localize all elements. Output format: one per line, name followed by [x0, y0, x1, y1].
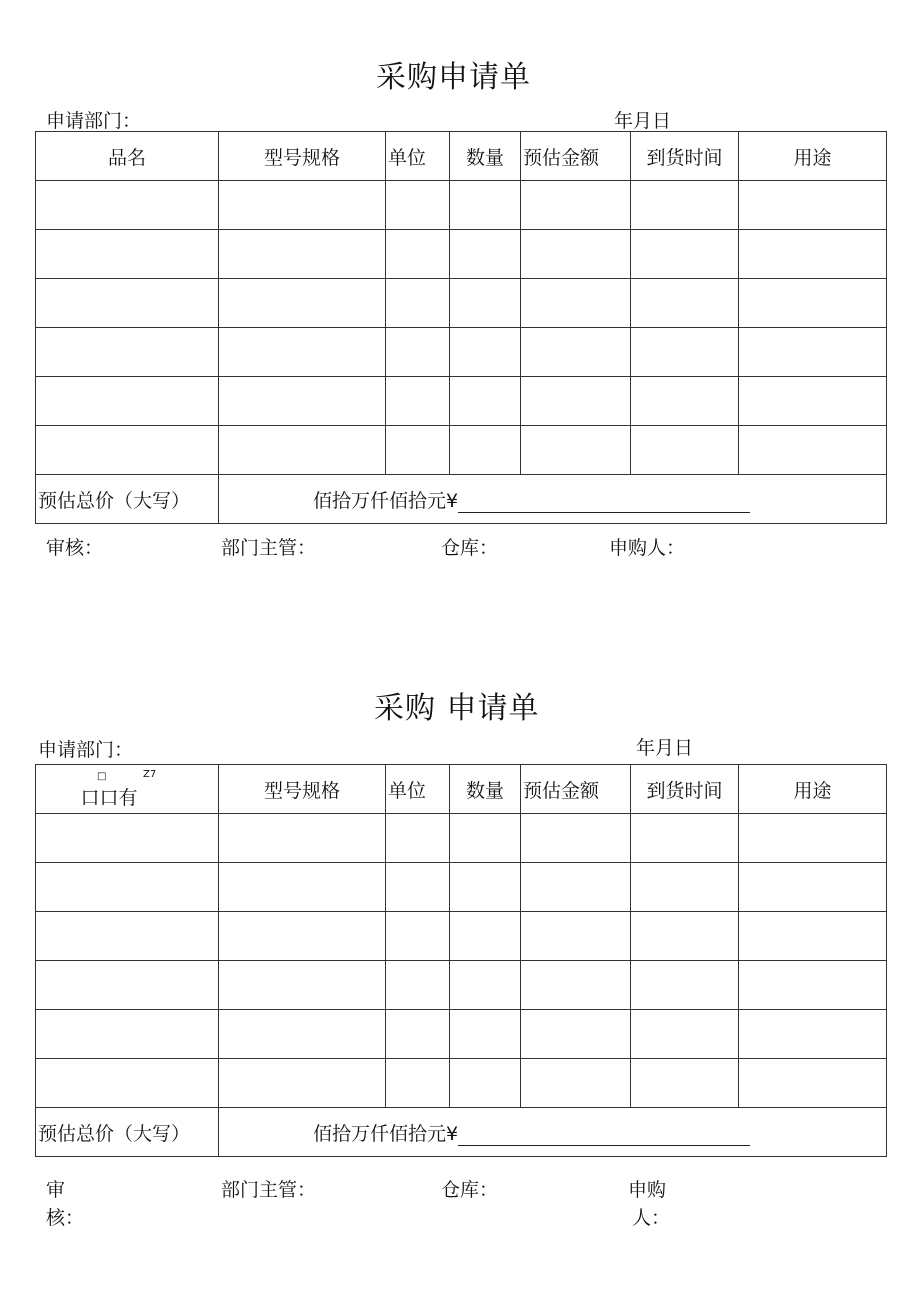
- table-cell[interactable]: [521, 181, 631, 230]
- table-cell[interactable]: [521, 328, 631, 377]
- table-cell[interactable]: [219, 1010, 386, 1059]
- table-row: [36, 912, 887, 961]
- table-cell[interactable]: [631, 961, 739, 1010]
- table-cell[interactable]: [36, 1010, 219, 1059]
- table-cell[interactable]: [219, 328, 386, 377]
- form1-header-cell: 数量: [450, 132, 521, 181]
- form1-total-row: [36, 475, 887, 524]
- form2-applicant-label-1: 申购: [628, 1179, 667, 1201]
- form1-applicant-label: 申购人：: [609, 537, 686, 559]
- table-cell[interactable]: [739, 279, 887, 328]
- form1-header-cell: 单位: [386, 132, 450, 181]
- form1-header-cell: 到货时间: [631, 132, 739, 181]
- table-cell[interactable]: [631, 814, 739, 863]
- table-cell[interactable]: [521, 912, 631, 961]
- form1-table: [35, 131, 887, 524]
- table-cell[interactable]: [219, 426, 386, 475]
- table-cell[interactable]: [521, 426, 631, 475]
- form1-total-underline: [458, 494, 750, 513]
- table-cell[interactable]: [739, 1059, 887, 1108]
- table-cell[interactable]: [631, 181, 739, 230]
- table-cell[interactable]: [450, 426, 521, 475]
- table-cell[interactable]: [631, 863, 739, 912]
- table-cell[interactable]: [739, 230, 887, 279]
- table-cell[interactable]: [521, 961, 631, 1010]
- table-cell[interactable]: [219, 814, 386, 863]
- table-cell[interactable]: [450, 1059, 521, 1108]
- form2-garble-main: 口口有: [80, 786, 138, 809]
- form1-review-label: 审核：: [46, 537, 104, 559]
- table-cell[interactable]: [739, 377, 887, 426]
- table-cell[interactable]: [631, 230, 739, 279]
- table-row: [36, 181, 887, 230]
- form2-dept-label: 申请部门：: [38, 739, 134, 761]
- form2-header-cell: 到货时间: [631, 765, 739, 814]
- form1-total-text: 佰拾万仟佰拾元¥: [313, 489, 459, 512]
- table-cell[interactable]: [521, 814, 631, 863]
- form2-garble-small-b: Z7: [143, 769, 157, 780]
- form1-title: 采购申请单: [376, 60, 531, 95]
- table-cell[interactable]: [219, 181, 386, 230]
- table-cell[interactable]: [36, 377, 219, 426]
- form2-review-label-2: 核：: [46, 1207, 85, 1229]
- form1-manager-label: 部门主管：: [221, 537, 317, 559]
- table-cell[interactable]: [739, 181, 887, 230]
- table-row: [36, 961, 887, 1010]
- table-cell[interactable]: [386, 279, 450, 328]
- form1-header-cell: 品名: [36, 132, 219, 181]
- form1-warehouse-label: 仓库：: [441, 537, 499, 559]
- table-cell[interactable]: [631, 279, 739, 328]
- form2-total-underline: [458, 1127, 750, 1146]
- table-cell[interactable]: [386, 1059, 450, 1108]
- form2-applicant-label-2: 人：: [632, 1207, 671, 1229]
- table-row: [36, 1059, 887, 1108]
- table-cell[interactable]: [739, 863, 887, 912]
- table-cell[interactable]: [36, 863, 219, 912]
- table-cell[interactable]: [521, 377, 631, 426]
- table-cell[interactable]: [36, 279, 219, 328]
- table-cell[interactable]: [631, 328, 739, 377]
- table-cell[interactable]: [631, 1059, 739, 1108]
- form2-header-cell: 型号规格: [219, 765, 386, 814]
- table-cell[interactable]: [219, 230, 386, 279]
- table-row: [36, 814, 887, 863]
- form2-header-cell-garbled: [36, 765, 219, 814]
- table-cell[interactable]: [739, 912, 887, 961]
- table-row: [36, 230, 887, 279]
- table-cell[interactable]: [386, 1010, 450, 1059]
- table-cell[interactable]: [386, 426, 450, 475]
- table-cell[interactable]: [450, 328, 521, 377]
- table-cell[interactable]: [36, 230, 219, 279]
- table-cell[interactable]: [386, 814, 450, 863]
- table-cell[interactable]: [521, 1010, 631, 1059]
- table-row: [36, 377, 887, 426]
- form2-manager-label: 部门主管：: [221, 1179, 317, 1201]
- table-cell[interactable]: [36, 814, 219, 863]
- form2-total-row: [36, 1108, 887, 1157]
- table-cell[interactable]: [631, 426, 739, 475]
- form2-header-cell: 预估金额: [521, 765, 631, 814]
- form1-total-field[interactable]: [219, 475, 887, 524]
- table-cell[interactable]: [219, 1059, 386, 1108]
- form1-header-row: [36, 132, 887, 181]
- table-cell[interactable]: [386, 377, 450, 426]
- form2-header-cell: 用途: [739, 765, 887, 814]
- table-cell[interactable]: [521, 863, 631, 912]
- table-cell[interactable]: [450, 1010, 521, 1059]
- form2-total-text: 佰拾万仟佰拾元¥: [313, 1122, 459, 1145]
- table-cell[interactable]: [521, 230, 631, 279]
- table-cell[interactable]: [386, 863, 450, 912]
- form2-garble-small-a: □: [97, 771, 107, 782]
- form2-date-label: 年月日: [636, 737, 694, 759]
- form2-review-label-1: 审: [46, 1179, 66, 1201]
- table-row: [36, 863, 887, 912]
- table-cell[interactable]: [450, 814, 521, 863]
- table-cell[interactable]: [219, 863, 386, 912]
- table-cell[interactable]: [450, 181, 521, 230]
- table-cell[interactable]: [386, 912, 450, 961]
- table-cell[interactable]: [450, 279, 521, 328]
- form2-header-cell: 单位: [386, 765, 450, 814]
- form2-total-field[interactable]: [219, 1108, 887, 1157]
- table-cell[interactable]: [521, 1059, 631, 1108]
- table-row: [36, 279, 887, 328]
- form1-total-label: 预估总价（大写）: [36, 475, 219, 524]
- table-cell[interactable]: [219, 279, 386, 328]
- table-row: [36, 328, 887, 377]
- form1-header-cell: 预估金额: [521, 132, 631, 181]
- table-cell[interactable]: [739, 814, 887, 863]
- table-cell[interactable]: [219, 961, 386, 1010]
- form2-header-cell: 数量: [450, 765, 521, 814]
- table-cell[interactable]: [36, 961, 219, 1010]
- table-row: [36, 426, 887, 475]
- table-cell[interactable]: [386, 328, 450, 377]
- table-cell[interactable]: [36, 328, 219, 377]
- table-cell[interactable]: [631, 1010, 739, 1059]
- table-cell[interactable]: [631, 912, 739, 961]
- table-cell[interactable]: [739, 328, 887, 377]
- form1-dept-label: 申请部门：: [46, 110, 142, 132]
- form2-title: 采购 申请单: [374, 691, 540, 726]
- table-row: [36, 1010, 887, 1059]
- table-cell[interactable]: [219, 912, 386, 961]
- table-cell[interactable]: [36, 426, 219, 475]
- form1-header-cell: 型号规格: [219, 132, 386, 181]
- form1-header-cell: 用途: [739, 132, 887, 181]
- table-cell[interactable]: [450, 961, 521, 1010]
- table-cell[interactable]: [450, 863, 521, 912]
- table-cell[interactable]: [450, 230, 521, 279]
- form2-total-label: 预估总价（大写）: [36, 1108, 219, 1157]
- table-cell[interactable]: [219, 377, 386, 426]
- table-cell[interactable]: [450, 912, 521, 961]
- table-cell[interactable]: [521, 279, 631, 328]
- table-cell[interactable]: [739, 1010, 887, 1059]
- form2-header-row: [36, 765, 887, 814]
- table-cell[interactable]: [631, 377, 739, 426]
- table-cell[interactable]: [36, 181, 219, 230]
- table-cell[interactable]: [36, 912, 219, 961]
- table-cell[interactable]: [386, 961, 450, 1010]
- table-cell[interactable]: [386, 230, 450, 279]
- form1-date-label: 年月日: [614, 110, 672, 132]
- form2-table: [35, 764, 887, 1157]
- form2-warehouse-label: 仓库：: [441, 1179, 499, 1201]
- table-cell[interactable]: [36, 1059, 219, 1108]
- table-cell[interactable]: [739, 426, 887, 475]
- table-cell[interactable]: [739, 961, 887, 1010]
- table-cell[interactable]: [386, 181, 450, 230]
- table-cell[interactable]: [450, 377, 521, 426]
